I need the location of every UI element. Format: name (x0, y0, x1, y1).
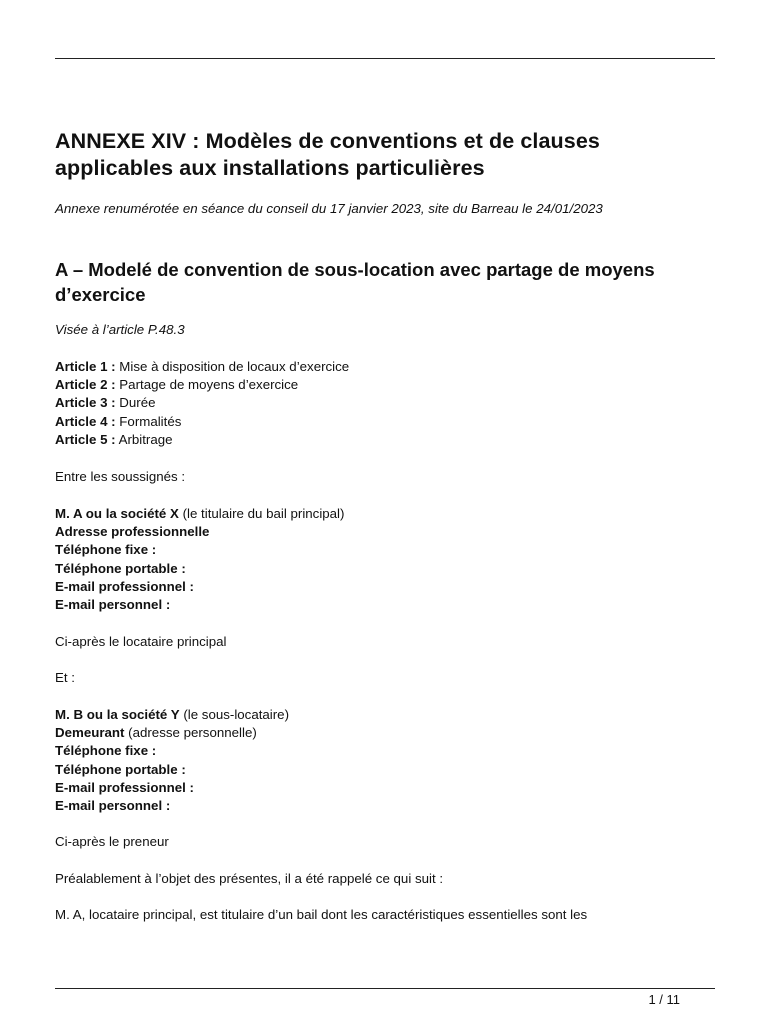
article-text: Arbitrage (115, 431, 173, 447)
party-a-name-line (55, 505, 344, 523)
party-a-email-pro: E-mail professionnel : (55, 578, 194, 594)
party-a-email-perso: E-mail personnel : (55, 597, 171, 613)
party-b-block (55, 706, 289, 815)
article-item (55, 431, 349, 449)
article-label: Article 2 : (55, 377, 116, 393)
article-reference: Visée à l’article P.48.3 (55, 322, 185, 337)
document-body (55, 128, 715, 922)
party-b-name-line (55, 706, 289, 724)
article-text: Formalités (115, 413, 182, 429)
and-label: Et : (55, 670, 75, 685)
party-b-residence-note: (adresse personnelle) (124, 725, 257, 741)
article-label: Article 1 : (55, 359, 116, 374)
page-number: 1 / 11 (648, 992, 680, 1007)
party-a-block (55, 505, 344, 614)
footer-rule (55, 988, 715, 989)
articles-list (55, 358, 349, 449)
preamble: Préalablement à l’objet des présentes, il a été rappelé ce qui suit : (55, 871, 444, 886)
party-a-phone-mobile: Téléphone portable : (55, 560, 186, 576)
article-label: Article 3 : (55, 395, 116, 411)
party-b-designation: Ci-après le preneur (55, 834, 169, 849)
party-a-address: Adresse professionnelle (55, 524, 210, 540)
paragraph-1: M. A, locataire principal, est titulaire d’un bail dont les caractéristiques essentielles sont les (55, 907, 588, 922)
party-b-residence-label: Demeurant (55, 725, 125, 741)
article-label: Article 4 : (55, 413, 116, 429)
party-b-email-perso: E-mail personnel : (55, 798, 171, 814)
party-a-designation: Ci-après le locataire principal (55, 634, 227, 649)
article-text: Durée (115, 395, 156, 411)
article-item (55, 394, 349, 412)
section-title: A – Modelé de convention de sous-location avec partage de moyens d’exercice (55, 259, 655, 305)
between-label: Entre les soussignés : (55, 469, 186, 484)
party-a-name: M. A ou la société X (55, 506, 179, 521)
party-b-email-pro: E-mail professionnel : (55, 779, 194, 795)
party-b-phone-mobile: Téléphone portable : (55, 761, 186, 777)
article-item (55, 376, 349, 394)
subtitle: Annexe renumérotée en séance du conseil du 17 janvier 2023, site du Barreau le 24/01/2023 (55, 201, 603, 216)
article-text: Mise à disposition de locaux d’exercice (115, 359, 350, 374)
party-b-name: M. B ou la société Y (55, 707, 180, 722)
article-text: Partage de moyens d’exercice (115, 377, 299, 393)
page-title: ANNEXE XIV : Modèles de conventions et de clauses applicables aux installations particulières (55, 129, 600, 180)
article-item (55, 413, 349, 431)
party-b-phone-fixed: Téléphone fixe : (55, 743, 157, 759)
header-rule (55, 58, 715, 59)
article-label: Article 5 : (55, 431, 116, 447)
party-a-phone-fixed: Téléphone fixe : (55, 542, 157, 558)
party-b-name-note: (le sous-locataire) (179, 707, 290, 722)
party-a-name-note: (le titulaire du bail principal) (178, 506, 345, 521)
article-item (55, 358, 349, 376)
party-b-residence-line (55, 724, 289, 742)
